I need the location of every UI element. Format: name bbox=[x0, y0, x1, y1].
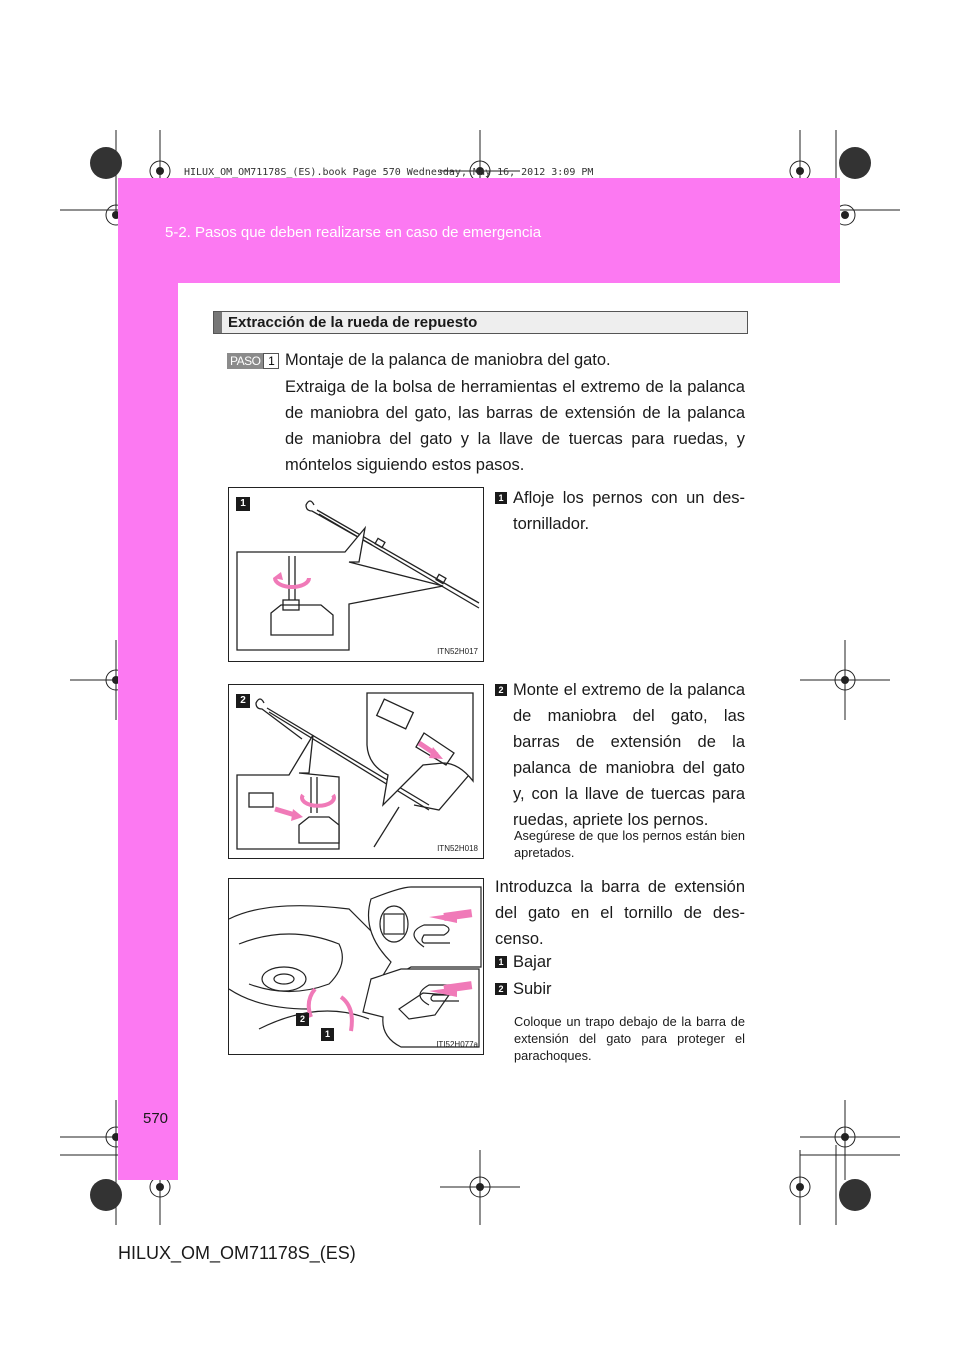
figure-1-badge: 1 bbox=[236, 497, 250, 511]
title-box bbox=[213, 311, 748, 334]
footer-code: HILUX_OM_OM71178S_(ES) bbox=[118, 1243, 356, 1263]
figure-2-badge: 2 bbox=[236, 694, 250, 708]
figure-3-drawing bbox=[229, 879, 484, 1055]
figure-3-code: ITI52H077a bbox=[436, 1040, 478, 1049]
page-number: 570 bbox=[143, 1110, 169, 1127]
figure-3-label-bajar: 1 bbox=[321, 1028, 334, 1041]
figure-2-drawing bbox=[229, 685, 484, 859]
substep-2 bbox=[495, 677, 745, 833]
figure-3 bbox=[228, 878, 484, 1055]
page-title: Extracción de la rueda de repuesto bbox=[228, 314, 478, 331]
paso-number: 1 bbox=[263, 353, 279, 369]
figure-3-label-subir: 2 bbox=[296, 1013, 309, 1026]
print-info: HILUX_OM_OM71178S_(ES).book Page 570 Wednesday, May 16, 2012 3:09 PM bbox=[184, 167, 594, 178]
figure-2-code: ITN52H018 bbox=[437, 844, 478, 853]
step2-item-1-badge: 1 bbox=[495, 956, 507, 968]
step2-item-2-badge: 2 bbox=[495, 983, 507, 995]
step2-heading: Introduzca la barra de extensión del gato en el tornillo de des-censo. bbox=[495, 878, 745, 948]
paso-label: PASO bbox=[227, 353, 263, 369]
substep-2-text: Monte el extremo de la palanca de maniobra del gato, las barras de extensión de la palanca de maniobra del gato y, con la llave de tuercas para ruedas, apriete los pernos. bbox=[513, 681, 745, 829]
title-bar bbox=[214, 312, 222, 333]
step2-note: Coloque un trapo debajo de la barra de extensión del gato para proteger el parachoques. bbox=[514, 1014, 745, 1063]
figure-1 bbox=[228, 487, 484, 662]
step2-item-2 bbox=[495, 976, 745, 1002]
substep-1 bbox=[495, 485, 745, 537]
figure-1-code: ITN52H017 bbox=[437, 647, 478, 656]
substep-2-badge: 2 bbox=[495, 684, 507, 696]
figure-1-drawing bbox=[229, 488, 484, 662]
section-header: 5-2. Pasos que deben realizarse en caso de emergencia bbox=[165, 224, 542, 241]
substep-1-text: Afloje los pernos con un des-tornillador. bbox=[513, 489, 745, 533]
step2-item-1 bbox=[495, 949, 745, 975]
step1-heading: Montaje de la palanca de maniobra del gato. bbox=[285, 351, 611, 369]
substep-2-note: Asegúrese de que los pernos están bien apretados. bbox=[514, 828, 745, 860]
paso-1-badge bbox=[227, 353, 279, 369]
side-band bbox=[118, 283, 178, 1180]
substep-1-badge: 1 bbox=[495, 492, 507, 504]
step2-item-1-text: Bajar bbox=[513, 953, 552, 971]
step1-body: Extraiga de la bolsa de herramientas el extremo de la palanca de maniobra del gato, las barras de extensión de la palanca de maniobra del gato y la llave de tuercas para ruedas, y móntelos siguiendo estos pasos. bbox=[285, 378, 745, 474]
step2-item-2-text: Subir bbox=[513, 980, 552, 998]
figure-2 bbox=[228, 684, 484, 859]
